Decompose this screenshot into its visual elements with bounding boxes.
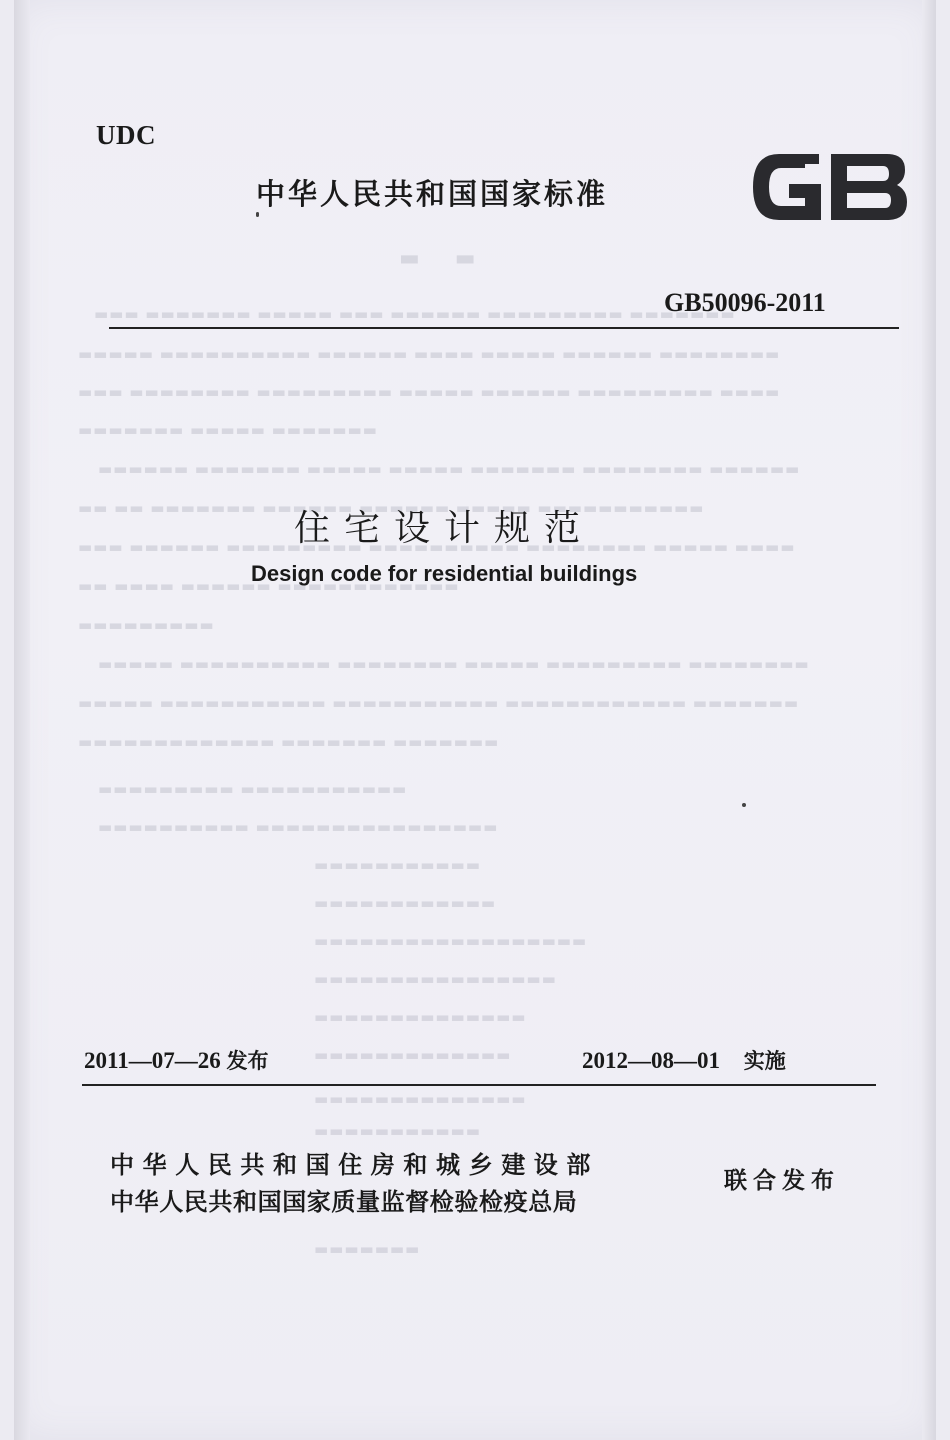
gb-logo	[749, 150, 911, 224]
implement-date: 2012—08—01	[582, 1048, 720, 1073]
ink-speck	[256, 212, 259, 217]
udc-label: UDC	[96, 120, 156, 150]
joint-issue-label: 联合发布	[724, 1168, 840, 1194]
issue-label: 发布	[226, 1049, 269, 1073]
cover-page: ▬ ▬ ▬▬▬ ▬▬▬▬▬▬▬ ▬▬▬▬▬ ▬▬▬ ▬▬▬▬▬▬ ▬▬▬▬▬▬▬▬▬ ▬▬▬▬▬▬▬ ▬▬▬▬▬ ▬▬▬▬▬▬▬▬▬▬ ▬▬▬▬▬▬ ▬▬▬▬ ▬▬▬▬▬ ▬▬▬▬▬▬ ▬▬▬▬▬▬▬▬ ▬▬▬ ▬▬▬▬▬▬▬▬ ▬▬▬▬▬▬▬▬▬ ▬▬▬▬▬ ▬▬▬▬▬▬ ▬▬▬▬▬▬▬▬▬ ▬▬▬▬ ▬▬▬▬▬▬▬ ▬▬▬▬▬ ▬▬▬▬▬▬▬ ▬▬▬▬▬▬ ▬▬▬▬▬▬▬ ▬▬▬▬▬ ▬▬▬▬▬ ▬▬▬▬▬▬▬ ▬▬▬▬▬▬▬▬ ▬▬▬▬▬▬ ▬▬ ▬▬ ▬▬▬▬▬▬▬ ▬▬▬▬▬▬ ▬▬▬▬▬▬ ▬▬▬▬▬ ▬▬▬▬▬▬▬▬▬▬▬ ▬▬▬ ▬▬▬▬▬▬ ▬▬▬▬▬▬▬▬▬ ▬▬▬▬▬▬▬▬▬▬ ▬▬▬▬▬▬▬▬ ▬▬▬▬▬ ▬▬▬▬ ▬▬ ▬▬▬▬ ▬▬▬▬▬▬ ▬▬▬▬▬▬▬▬▬▬▬▬ ▬▬▬▬▬▬▬▬▬ ▬▬▬▬▬ ▬▬▬▬▬▬▬▬▬▬ ▬▬▬▬▬▬▬▬ ▬▬▬▬▬ ▬▬▬▬▬▬▬▬▬ ▬▬▬▬▬▬▬▬ ▬▬▬▬▬ ▬▬▬▬▬▬▬▬▬▬▬ ▬▬▬▬▬▬▬▬▬▬▬ ▬▬▬▬▬▬▬▬▬▬▬▬ ▬▬▬▬▬▬▬ ▬▬▬▬▬▬▬▬▬▬▬▬▬ ▬▬▬▬▬▬▬ ▬▬▬▬▬▬▬ ▬▬▬▬▬▬▬▬▬ ▬▬▬▬▬▬▬▬▬▬▬ ▬▬▬▬▬▬▬▬▬▬ ▬▬▬▬▬▬▬▬▬▬▬▬▬▬▬▬ ▬▬▬▬▬▬▬▬▬▬▬ ▬▬▬▬▬▬▬▬▬▬▬▬ ▬▬▬▬▬▬▬▬▬▬▬▬▬▬▬▬▬▬ ▬▬▬▬▬▬▬▬▬▬▬▬▬▬▬▬ ▬▬▬▬▬▬▬▬▬▬▬▬▬▬ ▬▬▬▬▬▬▬▬▬▬▬▬▬ ▬▬▬▬▬▬▬▬▬▬▬▬▬▬ ▬▬▬▬▬▬▬▬▬▬▬ ▬▬▬▬▬▬▬ UDC 中华人民共和国国家标准 GB50096-2011 住宅设计规范 Design code for residential buildings 2011—07—26 发布 2012—08—01 实施 中华人民共和国住房和城乡建设部 中华人民共和国国家质量监督检验检疫总局 联合发布	[14, 0, 936, 1440]
issuer-quality-supervision: 中华人民共和国国家质量监督检验检疫总局	[110, 1188, 578, 1216]
issue-date: 2011—07—26	[84, 1048, 221, 1073]
issue-date-block	[84, 1045, 268, 1075]
implement-date-block	[582, 1045, 786, 1075]
chinese-title: 住宅设计规范	[294, 508, 595, 549]
issuer-ministry-housing: 中华人民共和国住房和城乡建设部	[110, 1151, 599, 1179]
ink-speck	[742, 803, 746, 807]
english-title: Design code for residential buildings	[251, 561, 638, 586]
page-edge-right	[922, 0, 936, 1440]
standard-type-title: 中华人民共和国国家标准	[256, 177, 609, 211]
standard-number: GB50096-2011	[664, 288, 826, 317]
page-edge-left	[14, 0, 30, 1440]
bottom-divider	[82, 1084, 876, 1086]
implement-label: 实施	[743, 1049, 786, 1073]
top-divider	[109, 327, 899, 329]
